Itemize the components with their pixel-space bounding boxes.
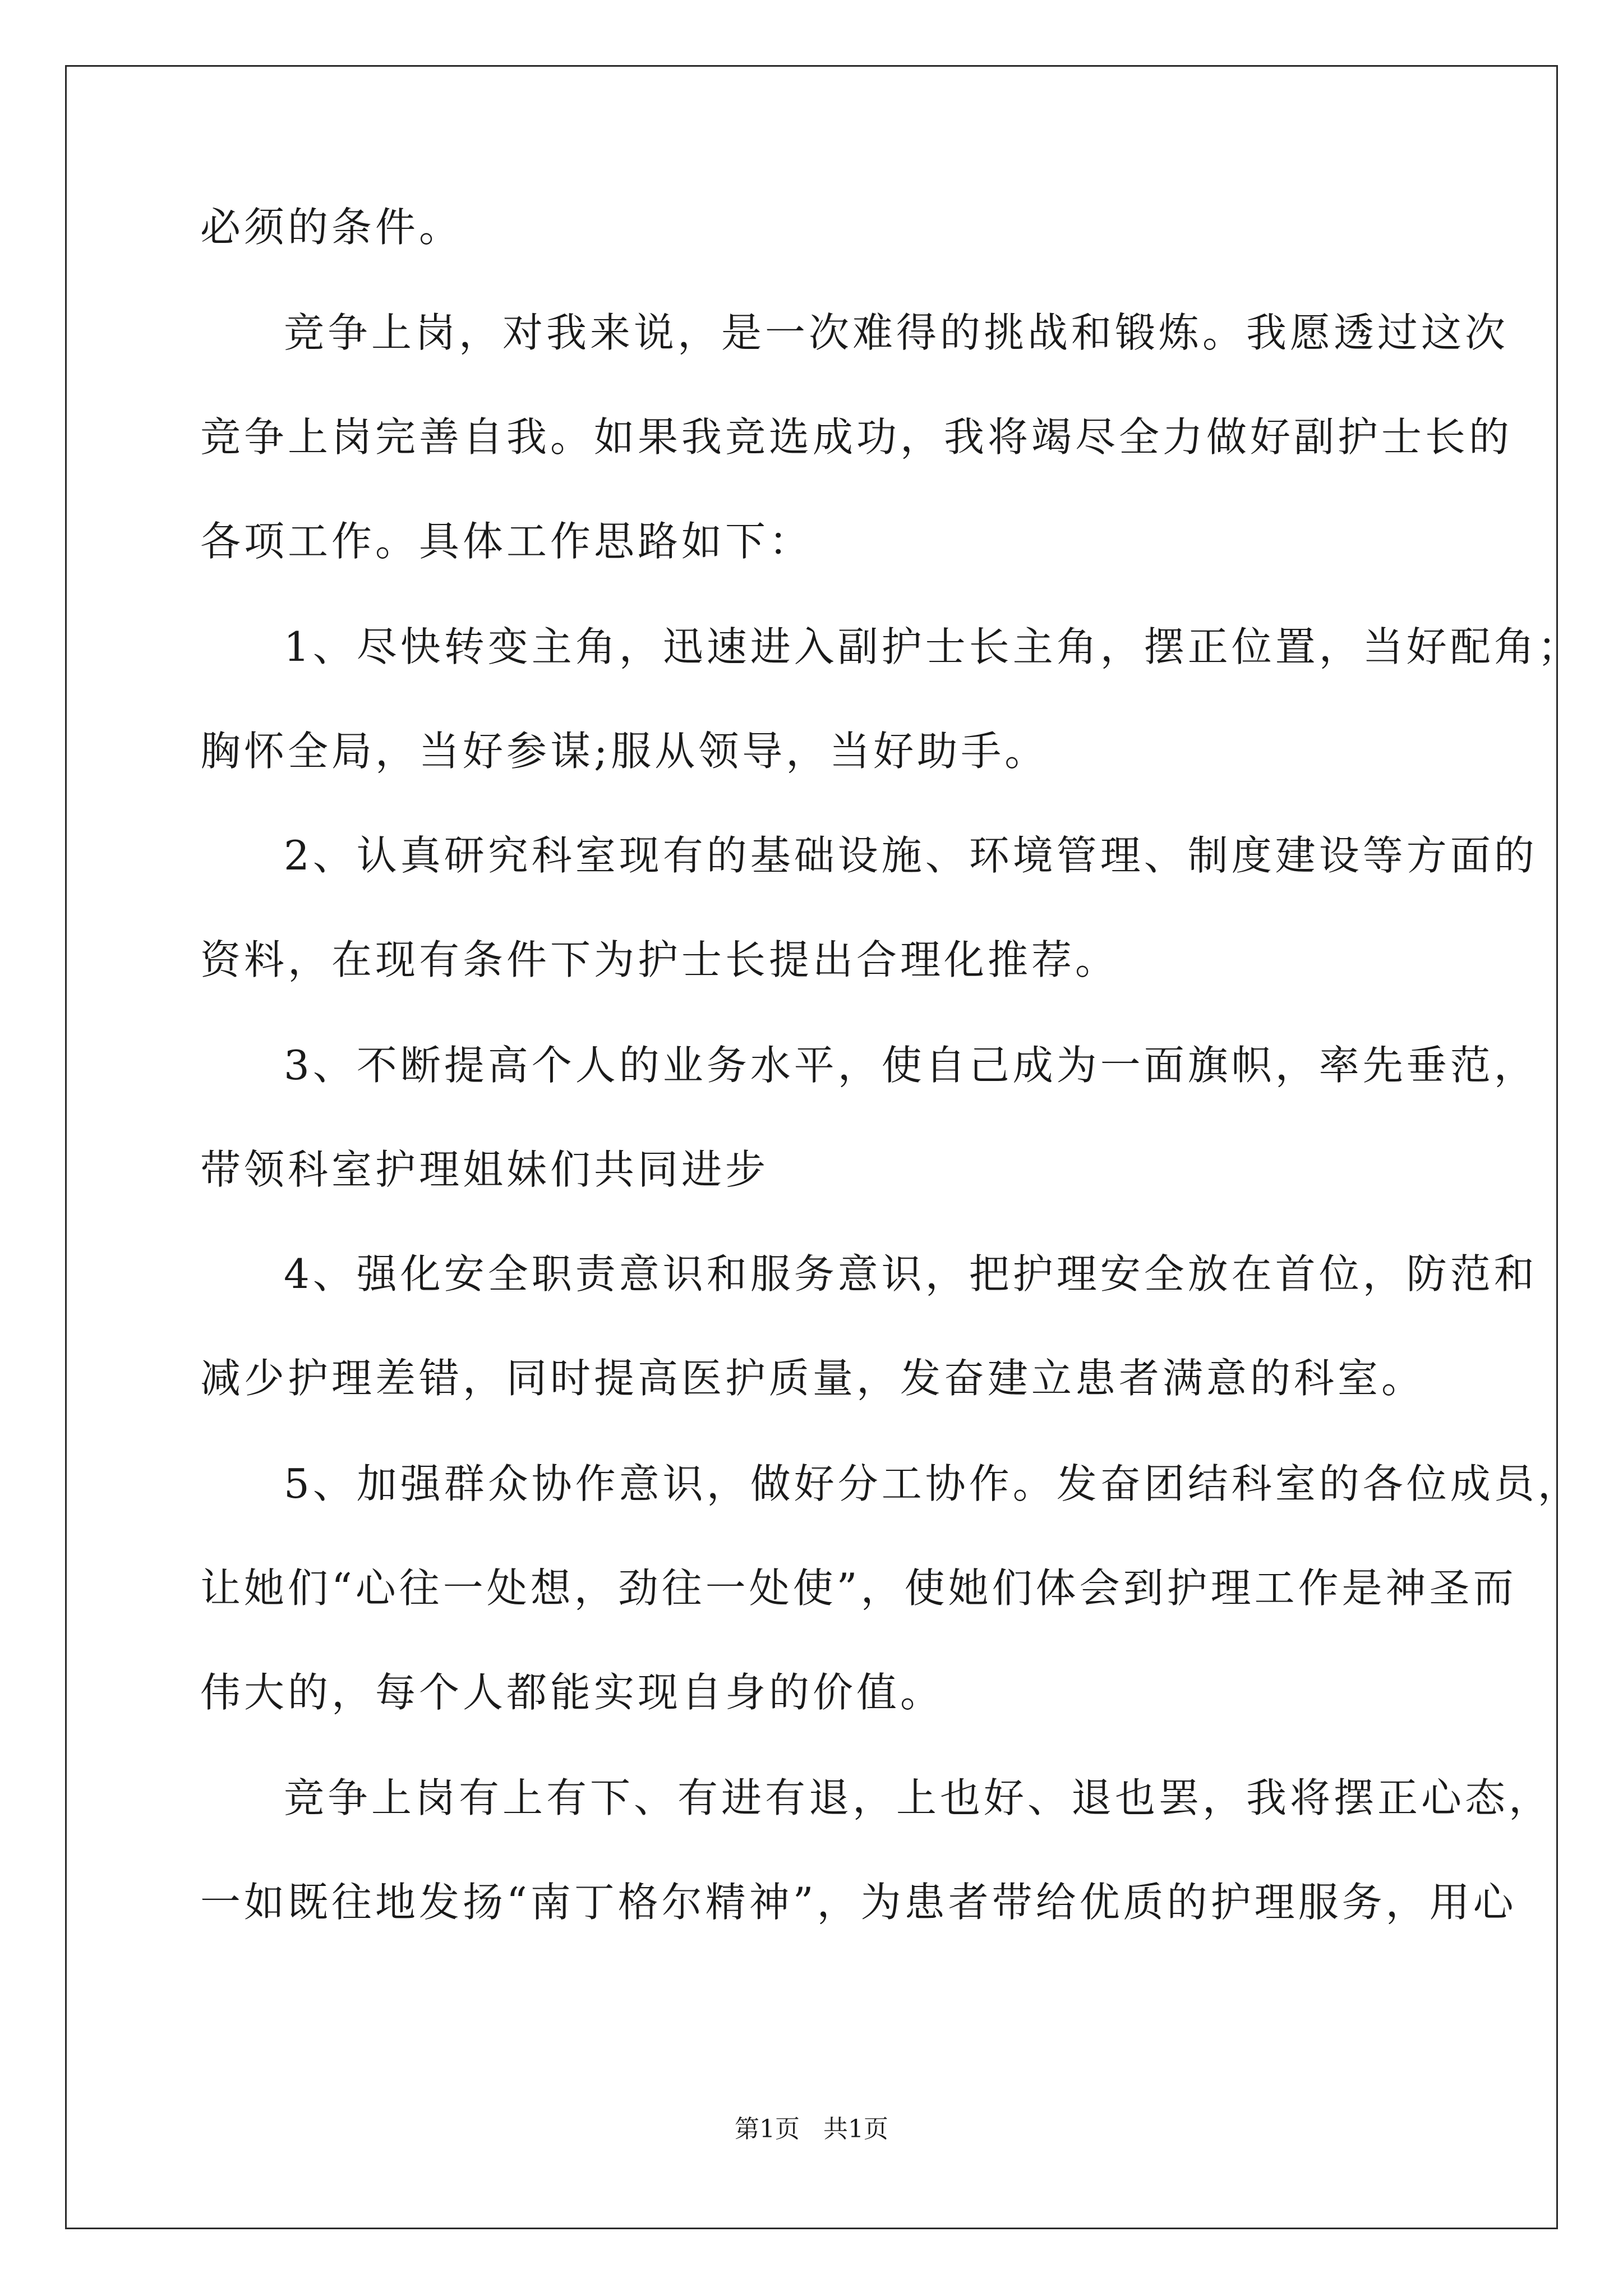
text-line: 资料，在现有条件下为护士长提出合理化推荐。 <box>200 936 1119 983</box>
text-line: 竞争上岗，对我来说，是一次难得的挑战和锻炼。我愿透过这次 <box>284 309 1509 356</box>
text-line: 必须的条件。 <box>200 204 463 251</box>
text-line: 让她们“心往一处想，劲往一处使”，使她们体会到护理工作是神圣而 <box>200 1565 1517 1612</box>
text-line: 胸怀全局，当好参谋;服从领导，当好助手。 <box>200 728 1049 775</box>
text-line: 竞争上岗完善自我。如果我竞选成功，我将竭尽全力做好副护士长的 <box>200 413 1513 461</box>
text-line: 竞争上岗有上有下、有进有退，上也好、退也罢，我将摆正心态， <box>284 1774 1553 1821</box>
text-line: 4、强化安全职责意识和服务意识，把护理安全放在首位，防范和 <box>284 1250 1538 1297</box>
text-line: 5、加强群众协作意识，做好分工协作。发奋团结科室的各位成员， <box>284 1460 1581 1507</box>
text-line: 各项工作。具体工作思路如下： <box>200 518 813 565</box>
text-line: 2、认真研究科室现有的基础设施、环境管理、制度建设等方面的 <box>284 832 1538 879</box>
page-number: 第1页 <box>735 2115 800 2143</box>
text-line: 伟大的，每个人都能实现自身的价值。 <box>200 1669 944 1716</box>
text-line: 减少护理差错，同时提高医护质量，发奋建立患者满意的科室。 <box>200 1355 1426 1402</box>
text-line: 一如既往地发扬“南丁格尔精神”，为患者带给优质的护理服务，用心 <box>200 1879 1517 1926</box>
page-footer <box>0 2114 1623 2145</box>
text-line: 带领科室护理姐妹们共同进步 <box>200 1146 769 1193</box>
text-line: 3、不断提高个人的业务水平，使自己成为一面旗帜，率先垂范， <box>284 1042 1538 1089</box>
page-total: 共1页 <box>823 2115 888 2143</box>
text-line: 1、尽快转变主角，迅速进入副护士长主角，摆正位置，当好配角； <box>284 623 1581 670</box>
